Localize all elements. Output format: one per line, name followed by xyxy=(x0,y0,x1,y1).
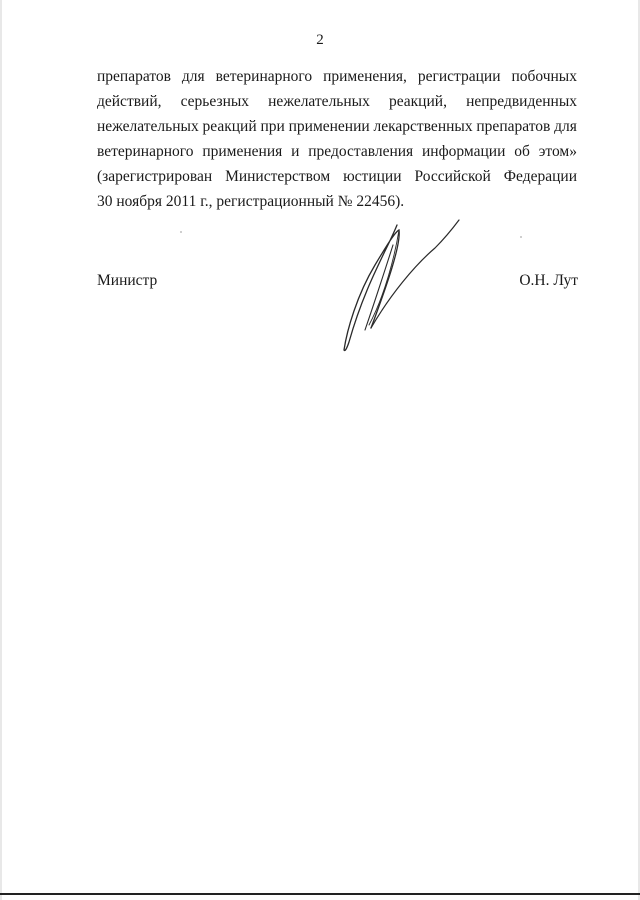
handwritten-signature xyxy=(335,210,470,355)
word: ветеринарного xyxy=(215,68,313,85)
text-line xyxy=(97,89,577,114)
text-line xyxy=(97,114,577,139)
word: действий, xyxy=(97,93,162,110)
word: ветеринарного xyxy=(97,143,194,160)
word: информации xyxy=(422,143,506,160)
word: предоставления xyxy=(308,143,414,160)
word: регистрации xyxy=(417,68,501,85)
word: применения xyxy=(202,143,283,160)
text-line xyxy=(97,164,577,189)
word: для xyxy=(181,68,205,85)
word: применении xyxy=(288,118,370,135)
word: побочных xyxy=(511,68,577,85)
word: Министерством xyxy=(225,168,331,185)
text-line xyxy=(97,64,577,89)
text-line-last: 30 ноября 2011 г., регистрационный № 22456). xyxy=(97,193,405,210)
signer-name: О.Н. Лут xyxy=(519,272,578,289)
word: реакций, xyxy=(388,93,447,110)
word: серьезных xyxy=(180,93,250,110)
signer-title: Министр xyxy=(97,272,158,289)
word: нежелательных xyxy=(97,118,199,135)
text-line xyxy=(97,139,577,164)
scan-speck xyxy=(180,231,182,233)
word: и xyxy=(291,143,300,160)
word: (зарегистрирован xyxy=(97,168,213,185)
scan-bottom-border xyxy=(0,893,640,895)
word: применения, xyxy=(323,68,407,85)
word: препаратов xyxy=(476,118,551,135)
word: непредвиденных xyxy=(466,93,577,110)
word: при xyxy=(260,118,285,135)
word: этом» xyxy=(538,143,577,160)
word: юстиции xyxy=(343,168,402,185)
word: Российской xyxy=(414,168,491,185)
scan-edge-left xyxy=(0,0,2,900)
word: об xyxy=(514,143,530,160)
word: лекарственных xyxy=(373,118,473,135)
word: препаратов xyxy=(97,68,171,85)
scan-speck xyxy=(520,236,522,238)
body-paragraph xyxy=(97,64,577,214)
page-number: 2 xyxy=(316,32,324,48)
word: Федерации xyxy=(503,168,577,185)
word: реакций xyxy=(202,118,257,135)
word: нежелательных xyxy=(268,93,370,110)
word: для xyxy=(554,118,577,135)
